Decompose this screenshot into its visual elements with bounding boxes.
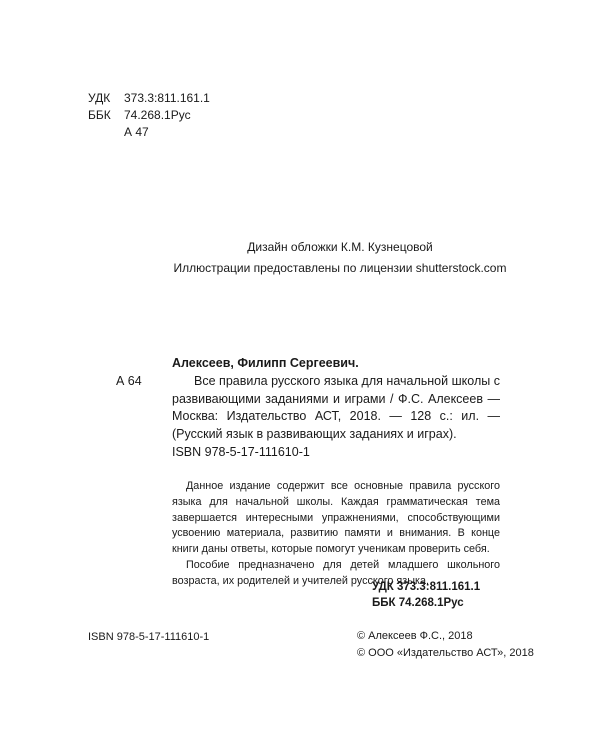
credits-block: [0, 237, 600, 279]
catalog-index: А 64: [116, 374, 142, 388]
udk-label: УДК: [88, 91, 111, 105]
author-mark-row: [88, 124, 210, 141]
bibliographic-description: [172, 373, 500, 443]
bbk-bottom: ББК 74.268.1Рус: [372, 597, 464, 609]
annotation-paragraph-1: Данное издание содержит все основные правила русского языка для начальной школы. Каждая грамматическая тема завершается интересными упражнениями, способствующими усвоению материала, развитию памяти и внимания. В конце книги даны ответы, которые помогут ученикам проверить себя.: [172, 480, 500, 556]
annotation-paragraph-2: Пособие предназначено для детей младшего школьного возраста, их родителей и учителей русского языка.: [172, 558, 500, 587]
author-mark: А 47: [124, 125, 149, 139]
udk-bottom: УДК 373.3:811.161.1: [372, 581, 481, 593]
author-heading: Алексеев, Филипп Сергеевич.: [172, 356, 359, 370]
cover-design-credit: Дизайн обложки К.М. Кузнецовой: [247, 240, 433, 254]
udk-row: [88, 90, 210, 107]
udk-value: 373.3:811.161.1: [124, 91, 210, 105]
isbn-main: ISBN 978-5-17-111610-1: [172, 445, 310, 459]
classification-block-top: [88, 90, 210, 141]
bbk-row: [88, 107, 210, 124]
copyright-publisher: © ООО «Издательство АСТ», 2018: [357, 647, 534, 659]
copyright-block: [357, 628, 534, 662]
copyright-author: © Алексеев Ф.С., 2018: [357, 630, 473, 642]
annotation: [172, 479, 500, 590]
classification-block-bottom: [372, 579, 480, 611]
bbk-label: ББК: [88, 108, 111, 122]
isbn-footer: ISBN 978-5-17-111610-1: [88, 631, 210, 643]
bibliographic-description-text: Все правила русского языка для начальной школы с развивающими заданиями и играми / Ф.С. Алексеев — Москва: Издательство АСТ, 2018. — 128 с.: ил. — (Русский язык в развивающих заданиях и играх).: [172, 374, 500, 441]
illustrations-credit: Иллюстрации предоставлены по лицензии shutterstock.com: [173, 261, 507, 275]
bbk-value: 74.268.1Рус: [124, 108, 191, 122]
